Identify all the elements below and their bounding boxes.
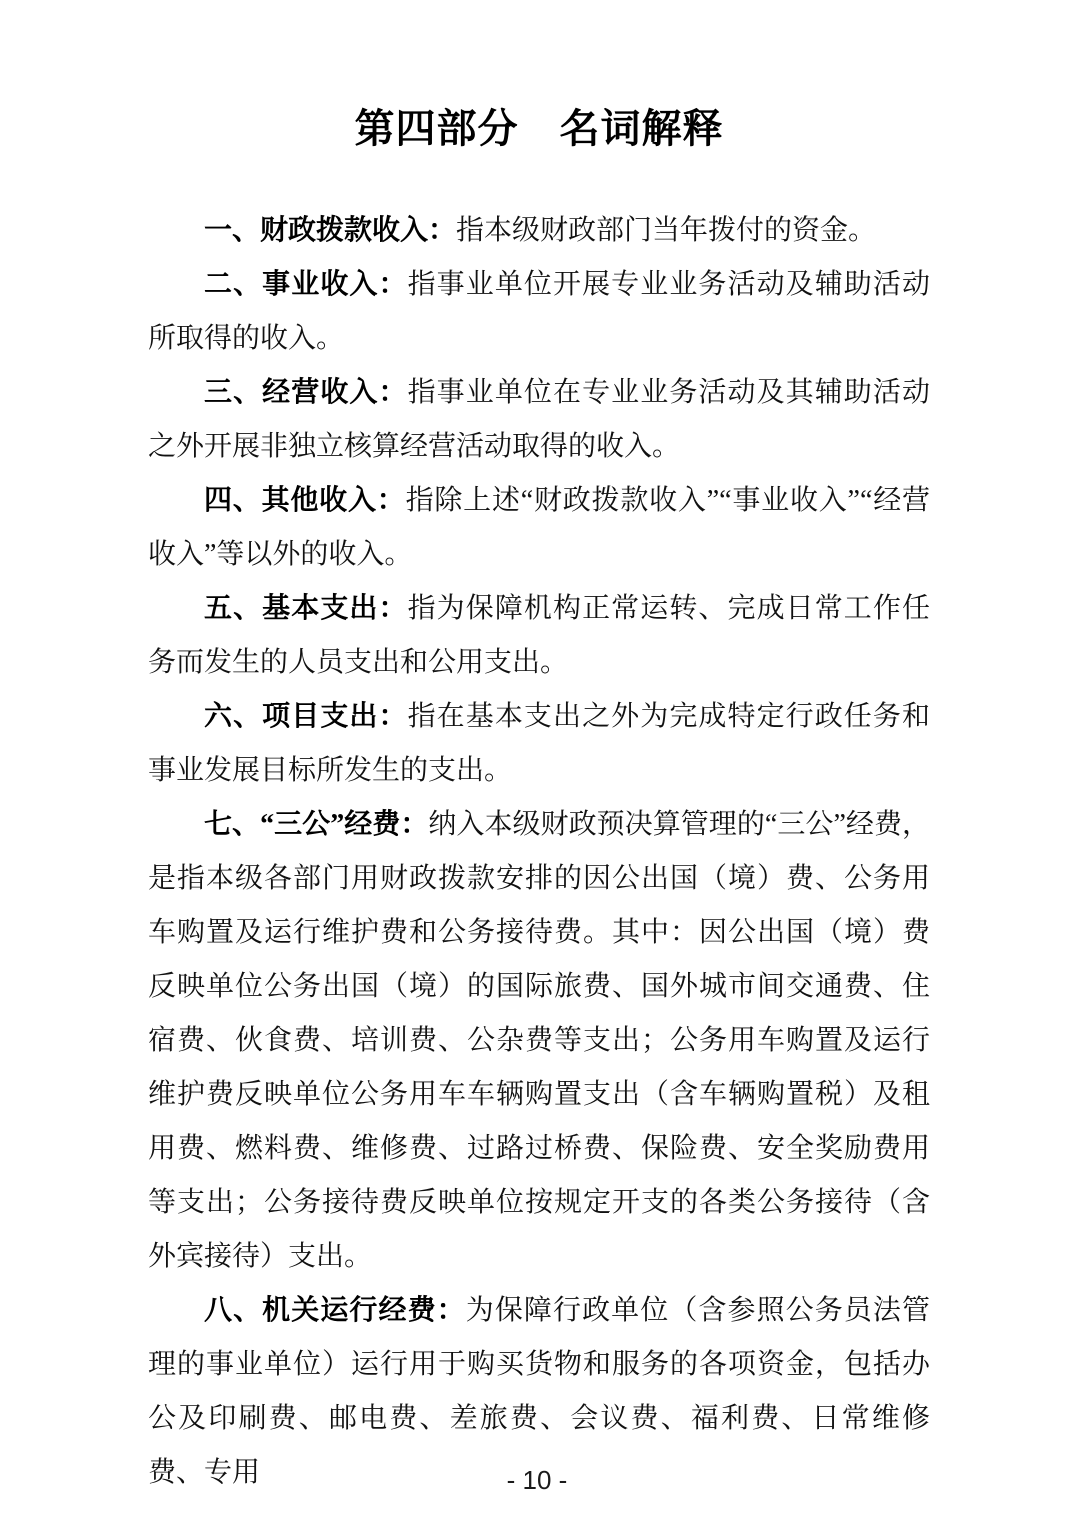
- glossary-term: 三、经营收入：: [204, 377, 408, 408]
- glossary-term: 二、事业收入：: [204, 269, 408, 300]
- glossary-term: 八、机关运行经费：: [204, 1295, 466, 1326]
- glossary-term: 五、基本支出：: [204, 593, 408, 624]
- glossary-term: 六、项目支出：: [204, 701, 408, 732]
- glossary-item: [148, 258, 930, 366]
- glossary-item: [148, 582, 930, 690]
- glossary-term: 四、其他收入：: [204, 485, 406, 516]
- glossary-definition: 纳入本级财政预决算管理的“三公”经费，是指本级各部门用财政拨款安排的因公出国（境）费、公务用车购置及运行维护费和公务接待费。其中：因公出国（境）费反映单位公务出国（境）的国际旅费、国外城市间交通费、住宿费、伙食费、培训费、公杂费等支出；公务用车购置及运行维护费反映单位公务用车车辆购置支出（含车辆购置税）及租用费、燃料费、维修费、过路过桥费、保险费、安全奖励费用等支出；公务接待费反映单位按规定开支的各类公务接待（含外宾接待）支出。: [148, 809, 930, 1272]
- glossary-definition: 为保障行政单位（含参照公务员法管理的事业单位）运行用于购买货物和服务的各项资金，包括办公及印刷费、邮电费、差旅费、会议费、福利费、日常维修费、专用: [148, 1295, 930, 1488]
- glossary-term: 一、财政拨款收入：: [204, 215, 457, 246]
- glossary-definition: 指事业单位在专业业务活动及其辅助活动之外开展非独立核算经营活动取得的收入。: [148, 377, 930, 462]
- page-number: - 10 -: [506, 1465, 568, 1495]
- glossary-definition: 指在基本支出之外为完成特定行政任务和事业发展目标所发生的支出。: [148, 701, 930, 786]
- glossary-term: 七、“三公”经费：: [204, 809, 429, 840]
- glossary-definition: 指事业单位开展专业业务活动及辅助活动所取得的收入。: [148, 269, 930, 354]
- page-title: 第四部分 名词解释: [354, 107, 724, 151]
- glossary-item: [148, 366, 930, 474]
- glossary-definition: 指本级财政部门当年拨付的资金。: [456, 215, 877, 246]
- glossary-item: [148, 204, 930, 258]
- glossary-item: [148, 474, 930, 582]
- glossary-item: [148, 798, 930, 1284]
- glossary-item: [148, 690, 930, 798]
- glossary-definition: 指为保障机构正常运转、完成日常工作任务而发生的人员支出和公用支出。: [148, 593, 930, 678]
- glossary-definition: 指除上述“财政拨款收入”“事业收入”“经营收入”等以外的收入。: [148, 485, 930, 570]
- document-body: [148, 204, 930, 1500]
